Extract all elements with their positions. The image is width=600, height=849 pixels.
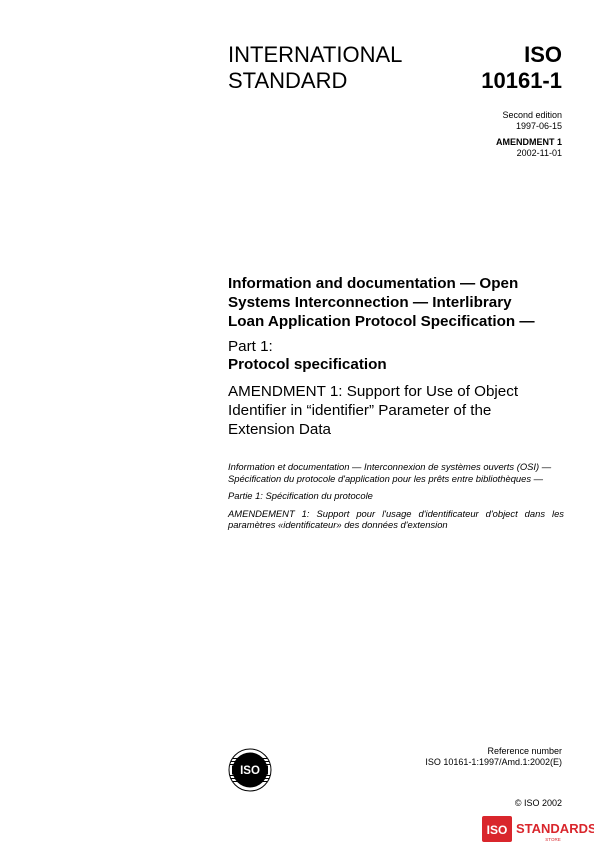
standards-store-logo — [482, 814, 594, 844]
amendment-title-line-1: AMENDMENT 1: Support for Use of Object — [228, 383, 519, 400]
part-title: Protocol specification — [228, 356, 387, 373]
amendment-title-line-3: Extension Data — [228, 421, 331, 438]
store-name: STANDARDS — [516, 821, 594, 836]
english-title-block — [228, 274, 568, 439]
reference-label: Reference number — [487, 746, 562, 756]
french-amendment-title: AMENDEMENT 1: Support pour l'usage d'identificateur d'object dans les paramètres «identificateur» des données d'extension — [228, 507, 564, 530]
standard-number: 10161-1 — [481, 68, 562, 93]
part-label: Part 1: — [228, 338, 273, 355]
reference-number-block — [425, 746, 562, 768]
reference-number: ISO 10161-1:1997/Amd.1:2002(E) — [425, 757, 562, 767]
store-badge-text: ISO — [486, 823, 508, 837]
main-title-line-1: Information and documentation — Open — [228, 275, 519, 292]
amendment-title — [228, 382, 568, 439]
amendment-date: 2002-11-01 — [516, 148, 562, 158]
main-title — [228, 274, 568, 331]
edition-date: 1997-06-15 — [515, 121, 562, 131]
iso-label: ISO — [524, 42, 562, 67]
amendment-label: AMENDMENT 1 — [495, 137, 562, 147]
document-type — [228, 42, 402, 94]
french-main-title: Information et documentation — Interconnexion de systèmes ouverts (OSI) — Spécification du protocole d'application pour les prêts entre bibliothèques — — [228, 461, 552, 484]
edition-label: Second edition — [502, 110, 562, 120]
store-sub: STORE — [545, 837, 561, 842]
amendment-title-line-2: Identifier in “identifier” Parameter of the — [228, 402, 492, 419]
document-type-line-1: INTERNATIONAL — [228, 42, 403, 67]
standard-identifier — [481, 42, 562, 94]
iso-logo — [228, 748, 272, 792]
french-part-title: Partie 1: Spécification du protocole — [228, 490, 373, 501]
document-type-line-2: STANDARD — [228, 68, 348, 93]
iso-logo-text: ISO — [240, 765, 260, 777]
main-title-line-3: Loan Application Protocol Specification — — [228, 313, 535, 330]
main-title-line-2: Systems Interconnection — Interlibrary — [228, 294, 512, 311]
french-title-block — [228, 461, 564, 537]
edition-info — [496, 110, 562, 159]
copyright-notice: © ISO 2002 — [514, 798, 562, 808]
